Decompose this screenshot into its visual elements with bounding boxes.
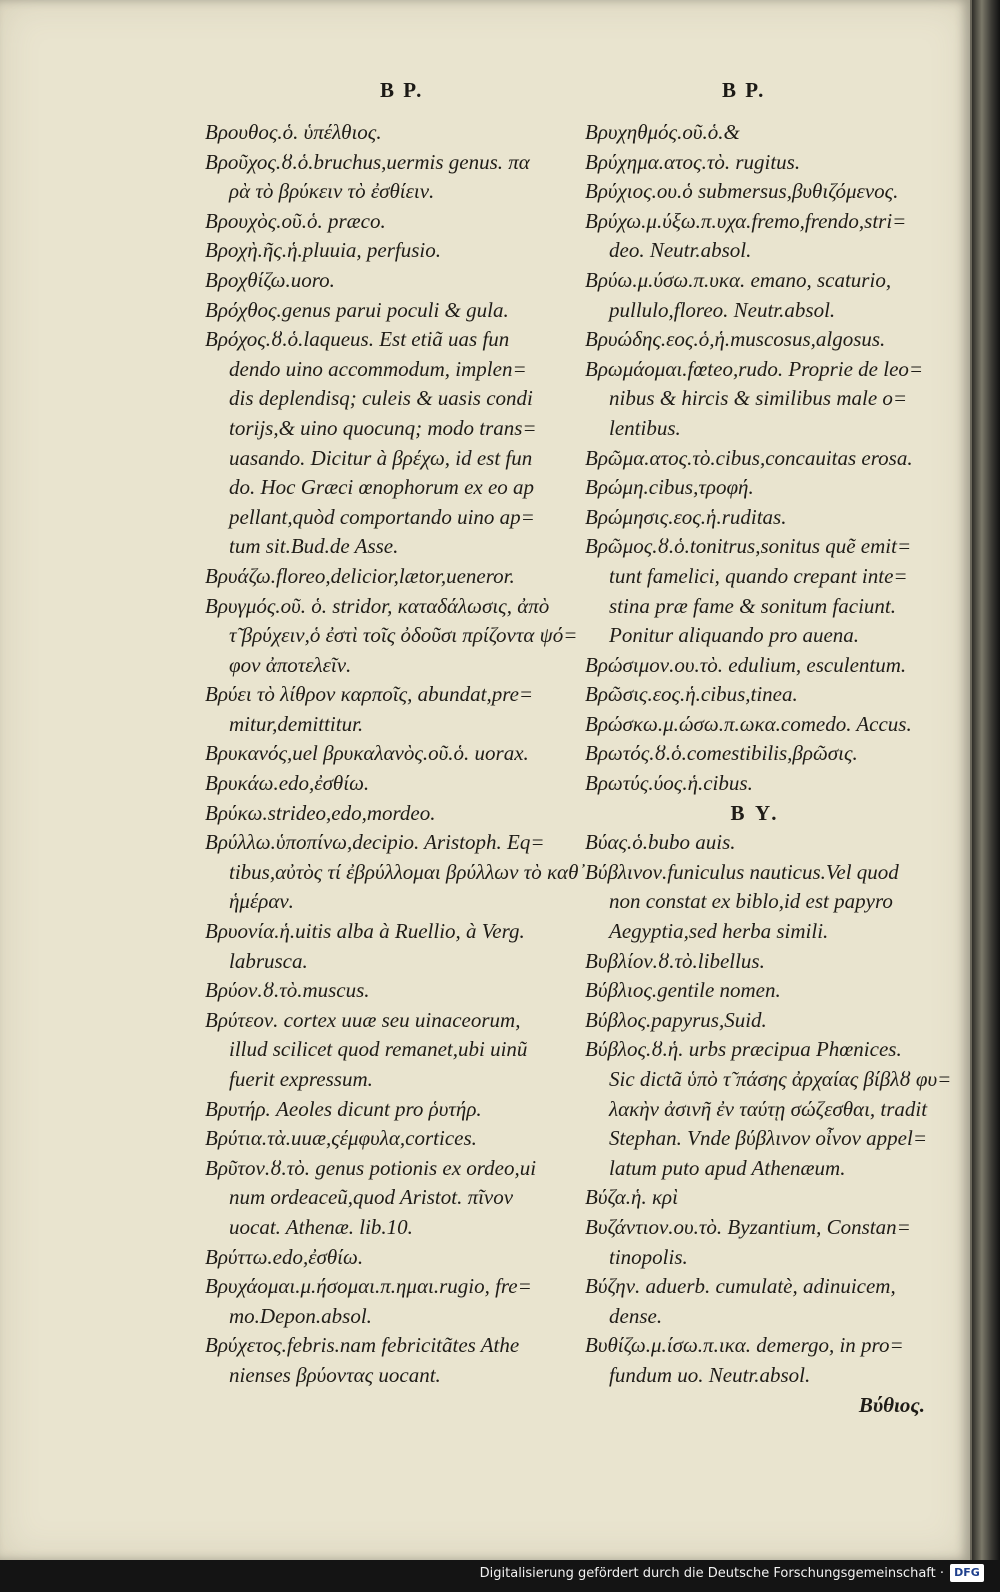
right-text-line: Βύζα.ἡ. κρὶ [585, 1185, 678, 1210]
right-text-line: Βρυχηθμός.οῦ.ὁ.& [585, 120, 740, 144]
right-text-line: Βρώσκω.μ.ώσω.π.ωκα.comedo. Accus. [585, 711, 912, 736]
running-head-left: B P. [380, 78, 424, 102]
left-text-line: Βρύον.ȣ.τὸ.muscus. [205, 978, 370, 1003]
left-text-line: Βρυονία.ἡ.uitis alba à Ruellio, à Verg. [205, 919, 525, 944]
left-text-line: Βρύττω.edo,ἐσθίω. [205, 1244, 364, 1269]
right-text-line: Βρωμάομαι.fœteo,rudo. Proprie de leo= [585, 356, 924, 381]
left-text-line: Βρυκανός,uel βρυκαλανὸς.οῦ.ὁ. uorax. [205, 741, 529, 766]
right-text-line: Βύβλινον.funiculus nauticus.Vel quod [585, 859, 899, 884]
book-spine [972, 0, 1000, 1560]
right-text-line: non constat ex biblo,id est papyro [609, 889, 893, 914]
right-text-line: Βρῶμος.ȣ.ὁ.tonitrus,sonitus quẽ emit= [585, 534, 912, 559]
left-text-line: fuerit expressum. [229, 1067, 373, 1091]
left-text-line: ἡμέραν. [229, 889, 294, 914]
right-text-line: Βρύχιος.ου.ὁ submersus,βυθιζόμενος. [585, 179, 899, 204]
left-text-line: nienses βρύοντας uocant. [229, 1362, 441, 1387]
right-text-line: Sic dictã ὑπὸ τ̃ πάσης ἀρχαίας βίβλȣ φυ= [609, 1067, 952, 1091]
right-text-line: Βρωτύς.ύος.ἡ.cibus. [585, 771, 753, 796]
left-text-line: Βρυτήρ. Aeoles dicunt pro ῥυτήρ. [205, 1096, 482, 1121]
right-text-line: Βύβλος.ȣ.ἡ. urbs præcipua Phœnices. [585, 1037, 902, 1062]
left-text-line: Βρουχὸς.οῦ.ὁ. præco. [205, 208, 386, 233]
left-text-line: tum sit.Bud.de Asse. [229, 534, 399, 559]
right-text-line: Βρῶσις.εος.ἡ.cibus,tinea. [585, 682, 798, 707]
right-text-line: Βύας.ὁ.bubo auis. [585, 830, 736, 855]
right-text-line: Βυβλίον.ȣ.τὸ.libellus. [585, 948, 765, 973]
left-text-line: Βρυκάω.edo,ἐσθίω. [205, 771, 370, 796]
left-text-line: Βρόχθος.genus parui poculi & gula. [205, 297, 509, 322]
right-text-line: deo. Neutr.absol. [609, 238, 752, 263]
right-text-line: Βύζην. aduerb. cumulatè, adinuicem, [585, 1274, 896, 1299]
left-text-line: Βρυγμός.οῦ. ὁ. stridor, καταδάλωσις, ἀπὸ [205, 593, 550, 618]
left-text-line: Βρῦτον.ȣ.τὸ. genus potionis ex ordeo,ui [205, 1155, 537, 1180]
left-text-line: labrusca. [229, 948, 308, 973]
left-text-line: Βρουθος.ὁ. ὑπέλθιος. [205, 120, 382, 144]
left-text-line: illud scilicet quod remanet,ubi uinũ [229, 1037, 528, 1062]
right-text-line: Ponitur aliquando pro auena. [609, 623, 860, 648]
running-head-right: B P. [722, 78, 766, 102]
left-text-line: mo.Depon.absol. [229, 1303, 372, 1328]
left-text-line: Βροῦχος.ȣ.ὁ.bruchus,uermis genus. πα [205, 149, 530, 174]
left-text-line: num ordeaceũ,quod Aristot. πῖνον [229, 1185, 514, 1210]
left-text-line: Βρύτια.τὰ.uuæ,ςέμφυλα,cortices. [205, 1126, 477, 1151]
left-text-line: do. Hoc Græci œnophorum ex eo ap [229, 475, 535, 500]
left-text-line: τ̃ βρύχειν,ὁ ἐστὶ τοῖς ὀδοῦσι πρίζοντα ψό= [229, 623, 578, 648]
left-text-line: torijs,& uino quocunq; modo trans= [229, 415, 537, 440]
left-text-line: Βρύει τὸ λίθρον καρποῖς, abundat,pre= [205, 682, 534, 707]
right-text-line: Βρύχημα.ατος.τὸ. rugitus. [585, 149, 801, 174]
right-text-line: Βρώσιμον.ου.τὸ. edulium, esculentum. [585, 652, 907, 677]
left-text-line: Βρυχάομαι.μ.ήσομαι.π.ημαι.rugio, fre= [205, 1274, 532, 1299]
right-text-line: tunt famelici, quando crepant inte= [609, 563, 908, 588]
left-text-line: dis deplendisq; culeis & uasis condi [229, 386, 533, 411]
left-text-line: mitur,demittitur. [229, 711, 364, 736]
right-text-line: Βρώμη.cibus,τροφή. [585, 475, 754, 500]
section-heading: B Y. [730, 800, 780, 825]
right-text-line: Βυθίζω.μ.ίσω.π.ικα. demergo, in pro= [585, 1333, 904, 1358]
left-text-line: ρὰ τὸ βρύκειν τὸ ἐσθίειν. [229, 179, 435, 204]
right-text-line: Βρῶμα.ατος.τὸ.cibus,concauitas erosa. [585, 445, 913, 470]
right-text-line: stina præ fame & sonitum faciunt. [609, 593, 897, 618]
left-text-line: Βρόχος.ȣ.ὁ.laqueus. Est etiã uas fun [205, 327, 510, 352]
right-text-line: Βρωτός.ȣ.ὁ.comestibilis,βρῶσις. [585, 741, 858, 766]
left-text-line: uasando. Dicitur à βρέχω, id est fun [229, 445, 533, 470]
right-text-line: Βυζάντιον.ου.τὸ. Byzantium, Constan= [585, 1214, 911, 1239]
right-text-line: Βρύχω.μ.ύξω.π.υχα.fremo,frendo,stri= [585, 208, 907, 233]
right-text-line: pullulo,floreo. Neutr.absol. [609, 297, 836, 322]
left-text-line: Βρύχετος.febris.nam febricitãtes Athe [205, 1333, 520, 1358]
right-text-line: dense. [609, 1303, 663, 1328]
left-text-line: Βρύτεον. cortex uuæ seu uinaceorum, [205, 1007, 521, 1032]
right-text-line: Βρώμησις.εος.ἡ.ruditas. [585, 504, 787, 529]
left-text-line: Βροχὴ.ῆς.ἡ.pluuia, perfusio. [205, 238, 442, 263]
right-text-line: Βύβλιος.gentile nomen. [585, 978, 781, 1003]
right-text-line: tinopolis. [609, 1244, 688, 1269]
dfg-logo: DFG [950, 1564, 984, 1582]
catchword: Βύθιος. [858, 1392, 925, 1417]
left-text-line: Βροχθίζω.uoro. [205, 267, 335, 292]
left-text-line: φον ἀποτελεῖν. [229, 652, 352, 677]
right-text-line: lentibus. [609, 415, 681, 440]
right-column [585, 118, 952, 1420]
right-text-line: Aegyptia,sed herba simili. [609, 919, 829, 944]
left-text-line: pellant,quòd comportando uino ap= [229, 504, 535, 529]
left-text-line: Βρυάζω.floreo,delicior,lætor,ueneror. [205, 563, 515, 588]
right-text-line: Βρυώδης.εος.ὁ,ἡ.muscosus,algosus. [585, 327, 886, 352]
right-text-line: latum puto apud Athenæum. [609, 1155, 846, 1180]
left-column [205, 118, 586, 1391]
left-text-line: Βρύλλω.ὑποπίνω,decipio. Aristoph. Eq= [205, 830, 545, 855]
right-text-line: λακὴν ἀσινῆ ἐν ταύτῃ σώζεσθαι, tradit [609, 1096, 928, 1121]
left-text-line: tibus,αὐτὸς τί ἐβρύλλομαι βρύλλων τὸ καθ᾽ [229, 859, 586, 884]
right-text-line: fundum uo. Neutr.absol. [609, 1362, 811, 1387]
left-text-line: dendo uino accommodum, implen= [229, 356, 527, 381]
right-text-line: Stephan. Vnde βύβλινον οἶνον appel= [609, 1126, 927, 1151]
right-text-line: Βύβλος.papyrus,Suid. [585, 1007, 767, 1032]
right-text-line: Βρύω.μ.ύσω.π.υκα. emano, scaturio, [585, 267, 892, 292]
footer-credit: Digitalisierung gefördert durch die Deutsche Forschungsgemeinschaft · [479, 1566, 944, 1581]
left-text-line: Βρύκω.strideo,edo,mordeo. [205, 800, 436, 825]
right-text-line: nibus & hircis & similibus male o= [609, 386, 908, 411]
left-text-line: uocat. Athenæ. lib.10. [229, 1214, 413, 1239]
